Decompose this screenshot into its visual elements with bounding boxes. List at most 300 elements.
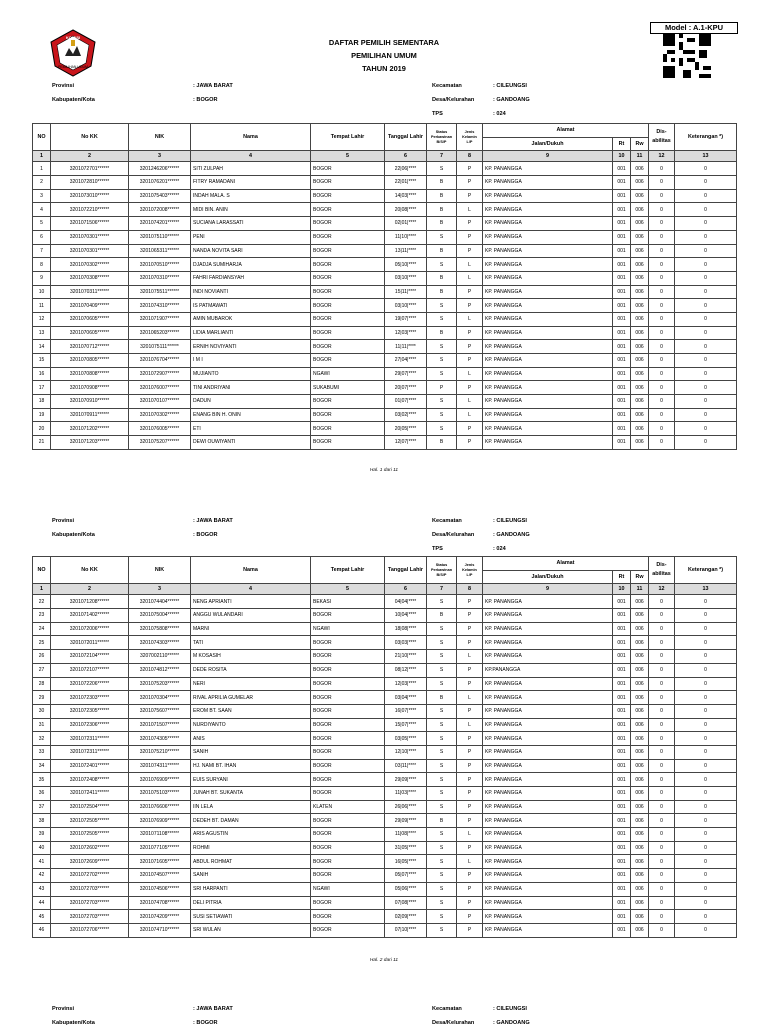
disabilitas-cell: 0 (649, 650, 675, 664)
header-rt: Rt (613, 570, 631, 584)
nama-cell: ABDUL ROHMAT (191, 855, 311, 869)
tempat-lahir-cell: BOGOR (311, 189, 385, 203)
rw-cell: 006 (631, 285, 649, 299)
keterangan-cell: 0 (675, 896, 737, 910)
desa-label: Desa/Kelurahan (432, 97, 475, 103)
jalan-cell: KP. PANANGGA (483, 230, 613, 244)
rt-cell: 001 (613, 217, 631, 231)
row-number: 26 (33, 650, 51, 664)
no-kk-cell: 3201070302****** (51, 258, 129, 272)
tanggal-lahir-cell: 20|05|**** (385, 422, 427, 436)
disabilitas-cell: 0 (649, 367, 675, 381)
rt-cell: 001 (613, 718, 631, 732)
no-kk-cell: 3201070712****** (51, 340, 129, 354)
keterangan-cell: 0 (675, 732, 737, 746)
keterangan-cell: 0 (675, 663, 737, 677)
nik-cell: 3201075004****** (129, 609, 191, 623)
jalan-cell: KP. PANANGGA (483, 691, 613, 705)
jalan-cell: KP. PANANGGA (483, 718, 613, 732)
rw-cell: 006 (631, 299, 649, 313)
nik-cell: 3201075210****** (129, 745, 191, 759)
jalan-cell: KP. PANANGGA (483, 609, 613, 623)
nama-cell: MARNI (191, 622, 311, 636)
status-cell: S (427, 773, 457, 787)
jenis-kelamin-cell: L (457, 855, 483, 869)
tempat-lahir-cell: BOGOR (311, 217, 385, 231)
disabilitas-cell: 0 (649, 622, 675, 636)
jalan-cell: KP. PANANGGA (483, 636, 613, 650)
jalan-cell: KP. PANANGGA (483, 814, 613, 828)
header-nik: NIK (129, 124, 191, 151)
column-number: 12 (649, 584, 675, 595)
keterangan-cell: 0 (675, 203, 737, 217)
rw-cell: 006 (631, 609, 649, 623)
no-kk-cell: 3201070308****** (51, 271, 129, 285)
rt-cell: 001 (613, 732, 631, 746)
jenis-kelamin-cell: P (457, 869, 483, 883)
tanggal-lahir-cell: 11|03|**** (385, 787, 427, 801)
tempat-lahir-cell: BOGOR (311, 787, 385, 801)
kabupaten-value: : BOGOR (193, 1020, 218, 1026)
table-row (33, 189, 737, 203)
jenis-kelamin-cell: P (457, 326, 483, 340)
tanggal-lahir-cell: 26|06|**** (385, 800, 427, 814)
tanggal-lahir-cell: 29|09|**** (385, 814, 427, 828)
desa-label: Desa/Kelurahan (432, 1020, 475, 1026)
nama-cell: TINI ANDRIYANI (191, 381, 311, 395)
jenis-kelamin-cell: P (457, 896, 483, 910)
row-number: 25 (33, 636, 51, 650)
nik-cell: 3201076909****** (129, 773, 191, 787)
header-rw: Rw (631, 137, 649, 151)
nik-cell: 3201070302****** (129, 408, 191, 422)
rw-cell: 006 (631, 176, 649, 190)
rw-cell: 006 (631, 650, 649, 664)
nama-cell: MUJIANTO (191, 367, 311, 381)
rw-cell: 006 (631, 923, 649, 937)
nama-cell: NERI (191, 677, 311, 691)
keterangan-cell: 0 (675, 271, 737, 285)
rw-cell: 006 (631, 595, 649, 609)
tanggal-lahir-cell: 05|06|**** (385, 882, 427, 896)
row-number: 16 (33, 367, 51, 381)
nik-cell: 3201071507****** (129, 718, 191, 732)
row-number: 18 (33, 395, 51, 409)
jenis-kelamin-cell: P (457, 189, 483, 203)
no-kk-cell: 3201072703****** (51, 910, 129, 924)
row-number: 19 (33, 408, 51, 422)
nama-cell: SRI HARPANTI (191, 882, 311, 896)
keterangan-cell: 0 (675, 718, 737, 732)
status-cell: B (427, 176, 457, 190)
tanggal-lahir-cell: 12|10|**** (385, 745, 427, 759)
status-cell: B (427, 285, 457, 299)
keterangan-cell: 0 (675, 299, 737, 313)
rt-cell: 001 (613, 882, 631, 896)
keterangan-cell: 0 (675, 354, 737, 368)
column-number: 7 (427, 584, 457, 595)
tempat-lahir-cell: KLATEN (311, 800, 385, 814)
nik-cell: 3201074710****** (129, 923, 191, 937)
status-cell: S (427, 896, 457, 910)
keterangan-cell: 0 (675, 217, 737, 231)
disabilitas-cell: 0 (649, 732, 675, 746)
table-row (33, 340, 737, 354)
row-number: 2 (33, 176, 51, 190)
tanggal-lahir-cell: 29|07|**** (385, 367, 427, 381)
tempat-lahir-cell: BOGOR (311, 230, 385, 244)
keterangan-cell: 0 (675, 326, 737, 340)
jalan-cell: KP. PANANGGA (483, 422, 613, 436)
status-cell: S (427, 800, 457, 814)
keterangan-cell: 0 (675, 691, 737, 705)
status-cell: B (427, 244, 457, 258)
rw-cell: 006 (631, 896, 649, 910)
tempat-lahir-cell: BOGOR (311, 609, 385, 623)
table-row (33, 800, 737, 814)
disabilitas-cell: 0 (649, 691, 675, 705)
nik-cell: 3207002110****** (129, 650, 191, 664)
tanggal-lahir-cell: 03|11|**** (385, 759, 427, 773)
table-row (33, 814, 737, 828)
jenis-kelamin-cell: P (457, 285, 483, 299)
row-number: 27 (33, 663, 51, 677)
disabilitas-cell: 0 (649, 718, 675, 732)
jenis-kelamin-cell: P (457, 882, 483, 896)
table-row (33, 855, 737, 869)
disabilitas-cell: 0 (649, 162, 675, 176)
jenis-kelamin-cell: P (457, 732, 483, 746)
nama-cell: SRI WULAN (191, 923, 311, 937)
status-cell: B (427, 326, 457, 340)
nama-cell: FAHRI FARDIANSYAH (191, 271, 311, 285)
disabilitas-cell: 0 (649, 814, 675, 828)
jalan-cell: KP. PANANGGA (483, 910, 613, 924)
jenis-kelamin-cell: P (457, 299, 483, 313)
jenis-kelamin-cell: P (457, 176, 483, 190)
tempat-lahir-cell: BOGOR (311, 773, 385, 787)
jalan-cell: KP. PANANGGA (483, 258, 613, 272)
no-kk-cell: 3201071402****** (51, 609, 129, 623)
nik-cell: 3201075808****** (129, 622, 191, 636)
rt-cell: 001 (613, 636, 631, 650)
tanggal-lahir-cell: 11|08|**** (385, 828, 427, 842)
rw-cell: 006 (631, 258, 649, 272)
tanggal-lahir-cell: 19|07|**** (385, 312, 427, 326)
status-cell: S (427, 910, 457, 924)
nama-cell: ARIS AGUSTIN (191, 828, 311, 842)
kecamatan-value: : CILEUNGSI (493, 1006, 527, 1012)
disabilitas-cell: 0 (649, 354, 675, 368)
tempat-lahir-cell: BOGOR (311, 340, 385, 354)
status-cell: S (427, 841, 457, 855)
tanggal-lahir-cell: 16|07|**** (385, 704, 427, 718)
jenis-kelamin-cell: L (457, 271, 483, 285)
rt-cell: 001 (613, 436, 631, 450)
rw-cell: 006 (631, 882, 649, 896)
status-cell: B (427, 271, 457, 285)
tanggal-lahir-cell: 08|12|**** (385, 663, 427, 677)
rt-cell: 001 (613, 299, 631, 313)
row-number: 42 (33, 869, 51, 883)
disabilitas-cell: 0 (649, 436, 675, 450)
row-number: 34 (33, 759, 51, 773)
rt-cell: 001 (613, 203, 631, 217)
jalan-cell: KP. PANANGGA (483, 271, 613, 285)
nama-cell: INDAH MALA. S (191, 189, 311, 203)
disabilitas-cell: 0 (649, 258, 675, 272)
column-number: 7 (427, 151, 457, 162)
nama-cell: IIN LELA (191, 800, 311, 814)
rw-cell: 006 (631, 814, 649, 828)
header-disabilitas-part: Dis- (656, 562, 667, 569)
tanggal-lahir-cell: 02|01|**** (385, 217, 427, 231)
jalan-cell: KP. PANANGGA (483, 381, 613, 395)
table-row (33, 176, 737, 190)
provinsi-value: : JAWA BARAT (193, 1006, 233, 1012)
kabupaten-label: Kabupaten/Kota (52, 1020, 95, 1026)
column-number: 10 (613, 584, 631, 595)
jalan-cell: KP. PANANGGA (483, 882, 613, 896)
kabupaten-label: Kabupaten/Kota (52, 97, 95, 103)
no-kk-cell: 3201072504****** (51, 800, 129, 814)
tempat-lahir-cell: BOGOR (311, 910, 385, 924)
rt-cell: 001 (613, 650, 631, 664)
nama-cell: NENG APRIANTI (191, 595, 311, 609)
no-kk-cell: 3201070910****** (51, 395, 129, 409)
nik-cell: 3201074310****** (129, 299, 191, 313)
rt-cell: 001 (613, 691, 631, 705)
table-row (33, 663, 737, 677)
rw-cell: 006 (631, 636, 649, 650)
rw-cell: 006 (631, 759, 649, 773)
keterangan-cell: 0 (675, 773, 737, 787)
row-number: 29 (33, 691, 51, 705)
nama-cell: ANGGU WULANDARI (191, 609, 311, 623)
rw-cell: 006 (631, 800, 649, 814)
tanggal-lahir-cell: 20|07|**** (385, 381, 427, 395)
column-number: 1 (33, 151, 51, 162)
no-kk-cell: 3201071203****** (51, 436, 129, 450)
table-row (33, 923, 737, 937)
table-row (33, 882, 737, 896)
table-row (33, 732, 737, 746)
jenis-kelamin-cell: P (457, 787, 483, 801)
rw-cell: 006 (631, 869, 649, 883)
status-cell: S (427, 759, 457, 773)
tempat-lahir-cell: BOGOR (311, 422, 385, 436)
no-kk-cell: 3201070911****** (51, 408, 129, 422)
header-no: NO (33, 124, 51, 151)
status-cell: S (427, 230, 457, 244)
tanggal-lahir-cell: 05|07|**** (385, 869, 427, 883)
rt-cell: 001 (613, 773, 631, 787)
nik-cell: 3201074812****** (129, 663, 191, 677)
nik-cell: 3201077105****** (129, 841, 191, 855)
tempat-lahir-cell: BOGOR (311, 677, 385, 691)
jenis-kelamin-cell: P (457, 841, 483, 855)
rt-cell: 001 (613, 176, 631, 190)
disabilitas-cell: 0 (649, 773, 675, 787)
keterangan-cell: 0 (675, 704, 737, 718)
voter-table-page-2 (32, 556, 737, 938)
keterangan-cell: 0 (675, 855, 737, 869)
keterangan-cell: 0 (675, 189, 737, 203)
jenis-kelamin-cell: P (457, 595, 483, 609)
row-number: 8 (33, 258, 51, 272)
row-number: 41 (33, 855, 51, 869)
status-cell: B (427, 609, 457, 623)
table-row (33, 408, 737, 422)
rt-cell: 001 (613, 677, 631, 691)
column-number: 2 (51, 584, 129, 595)
kabupaten-value: : BOGOR (193, 97, 218, 103)
nama-cell: DADUN (191, 395, 311, 409)
nik-cell: 3201070304****** (129, 691, 191, 705)
jalan-cell: KP.PANANGGA (483, 663, 613, 677)
disabilitas-cell: 0 (649, 855, 675, 869)
tanggal-lahir-cell: 04|04|**** (385, 595, 427, 609)
jenis-kelamin-cell: L (457, 395, 483, 409)
tempat-lahir-cell: BOGOR (311, 636, 385, 650)
jenis-kelamin-cell: L (457, 718, 483, 732)
jenis-kelamin-cell: L (457, 203, 483, 217)
keterangan-cell: 0 (675, 869, 737, 883)
row-number: 14 (33, 340, 51, 354)
row-number: 46 (33, 923, 51, 937)
nik-cell: 3201072907****** (129, 367, 191, 381)
jalan-cell: KP. PANANGGA (483, 326, 613, 340)
tempat-lahir-cell: BOGOR (311, 203, 385, 217)
disabilitas-cell: 0 (649, 244, 675, 258)
nama-cell: NURDIYANTO (191, 718, 311, 732)
keterangan-cell: 0 (675, 759, 737, 773)
rt-cell: 001 (613, 422, 631, 436)
rt-cell: 001 (613, 395, 631, 409)
row-number: 12 (33, 312, 51, 326)
status-cell: S (427, 636, 457, 650)
rt-cell: 001 (613, 162, 631, 176)
header-jenis-part: Jenis (464, 562, 475, 567)
nama-cell: SUCIANA LARASSATI (191, 217, 311, 231)
rt-cell: 001 (613, 869, 631, 883)
nik-cell: 3201071108****** (129, 828, 191, 842)
header-no-kk: No KK (51, 557, 129, 584)
disabilitas-cell: 0 (649, 189, 675, 203)
jenis-kelamin-cell: P (457, 217, 483, 231)
rt-cell: 001 (613, 381, 631, 395)
disabilitas-cell: 0 (649, 271, 675, 285)
jenis-kelamin-cell: P (457, 704, 483, 718)
rt-cell: 001 (613, 814, 631, 828)
nama-cell: HJ. NAMI BT. IHAN (191, 759, 311, 773)
no-kk-cell: 3201070805****** (51, 354, 129, 368)
row-number: 9 (33, 271, 51, 285)
row-number: 22 (33, 595, 51, 609)
no-kk-cell: 3201070908****** (51, 381, 129, 395)
table-row (33, 285, 737, 299)
header-nama: Nama (191, 557, 311, 584)
jalan-cell: KP. PANANGGA (483, 244, 613, 258)
keterangan-cell: 0 (675, 882, 737, 896)
column-number: 3 (129, 584, 191, 595)
nik-cell: 3201075203****** (129, 677, 191, 691)
page-footer-2: Hal. 2 dari 11 (369, 958, 399, 963)
tempat-lahir-cell: BOGOR (311, 326, 385, 340)
table-row (33, 609, 737, 623)
no-kk-cell: 3201072210****** (51, 203, 129, 217)
column-number-row (33, 151, 737, 162)
rw-cell: 006 (631, 340, 649, 354)
nik-cell: 3201065203****** (129, 326, 191, 340)
row-number: 30 (33, 704, 51, 718)
nik-cell: 3201070310****** (129, 271, 191, 285)
tanggal-lahir-cell: 29|09|**** (385, 773, 427, 787)
jenis-kelamin-cell: L (457, 312, 483, 326)
header-no-kk: No KK (51, 124, 129, 151)
kecamatan-label: Kecamatan (432, 518, 462, 524)
rt-cell: 001 (613, 408, 631, 422)
desa-value: : GANDOANG (493, 532, 530, 538)
jenis-kelamin-cell: P (457, 923, 483, 937)
rw-cell: 006 (631, 691, 649, 705)
no-kk-cell: 3201072602****** (51, 841, 129, 855)
keterangan-cell: 0 (675, 677, 737, 691)
header-jenis-part: L/P (466, 572, 473, 577)
rw-cell: 006 (631, 718, 649, 732)
table-row (33, 326, 737, 340)
row-number: 1 (33, 162, 51, 176)
row-number: 6 (33, 230, 51, 244)
no-kk-cell: 3201072701****** (51, 162, 129, 176)
nama-cell: MIDI BIN. ANIN (191, 203, 311, 217)
nama-cell: IS PATMAWATI (191, 299, 311, 313)
disabilitas-cell: 0 (649, 217, 675, 231)
nama-cell: RIVAL APRILIA GUMELAR (191, 691, 311, 705)
tempat-lahir-cell: BEKASI (311, 595, 385, 609)
rw-cell: 006 (631, 217, 649, 231)
keterangan-cell: 0 (675, 910, 737, 924)
tempat-lahir-cell: BOGOR (311, 855, 385, 869)
tempat-lahir-cell: BOGOR (311, 869, 385, 883)
header-disabilitas (649, 557, 675, 584)
tempat-lahir-cell: BOGOR (311, 395, 385, 409)
nik-cell: 3201074305****** (129, 732, 191, 746)
disabilitas-cell: 0 (649, 828, 675, 842)
jalan-cell: KP. PANANGGA (483, 732, 613, 746)
tempat-lahir-cell: BOGOR (311, 354, 385, 368)
jalan-cell: KP. PANANGGA (483, 340, 613, 354)
tempat-lahir-cell: BOGOR (311, 650, 385, 664)
provinsi-label: Provinsi (52, 83, 75, 89)
no-kk-cell: 3201070605****** (51, 312, 129, 326)
no-kk-cell: 3201070301****** (51, 244, 129, 258)
jenis-kelamin-cell: P (457, 814, 483, 828)
table-row (33, 910, 737, 924)
nik-cell: 3201074311****** (129, 759, 191, 773)
tanggal-lahir-cell: 11|11|**** (385, 340, 427, 354)
disabilitas-cell: 0 (649, 422, 675, 436)
tempat-lahir-cell: BOGOR (311, 244, 385, 258)
tanggal-lahir-cell: 01|07|**** (385, 395, 427, 409)
table-row (33, 869, 737, 883)
provinsi-value: : JAWA BARAT (193, 83, 233, 89)
row-number: 36 (33, 787, 51, 801)
keterangan-cell: 0 (675, 595, 737, 609)
rw-cell: 006 (631, 381, 649, 395)
row-number: 28 (33, 677, 51, 691)
no-kk-cell: 3201071208****** (51, 595, 129, 609)
